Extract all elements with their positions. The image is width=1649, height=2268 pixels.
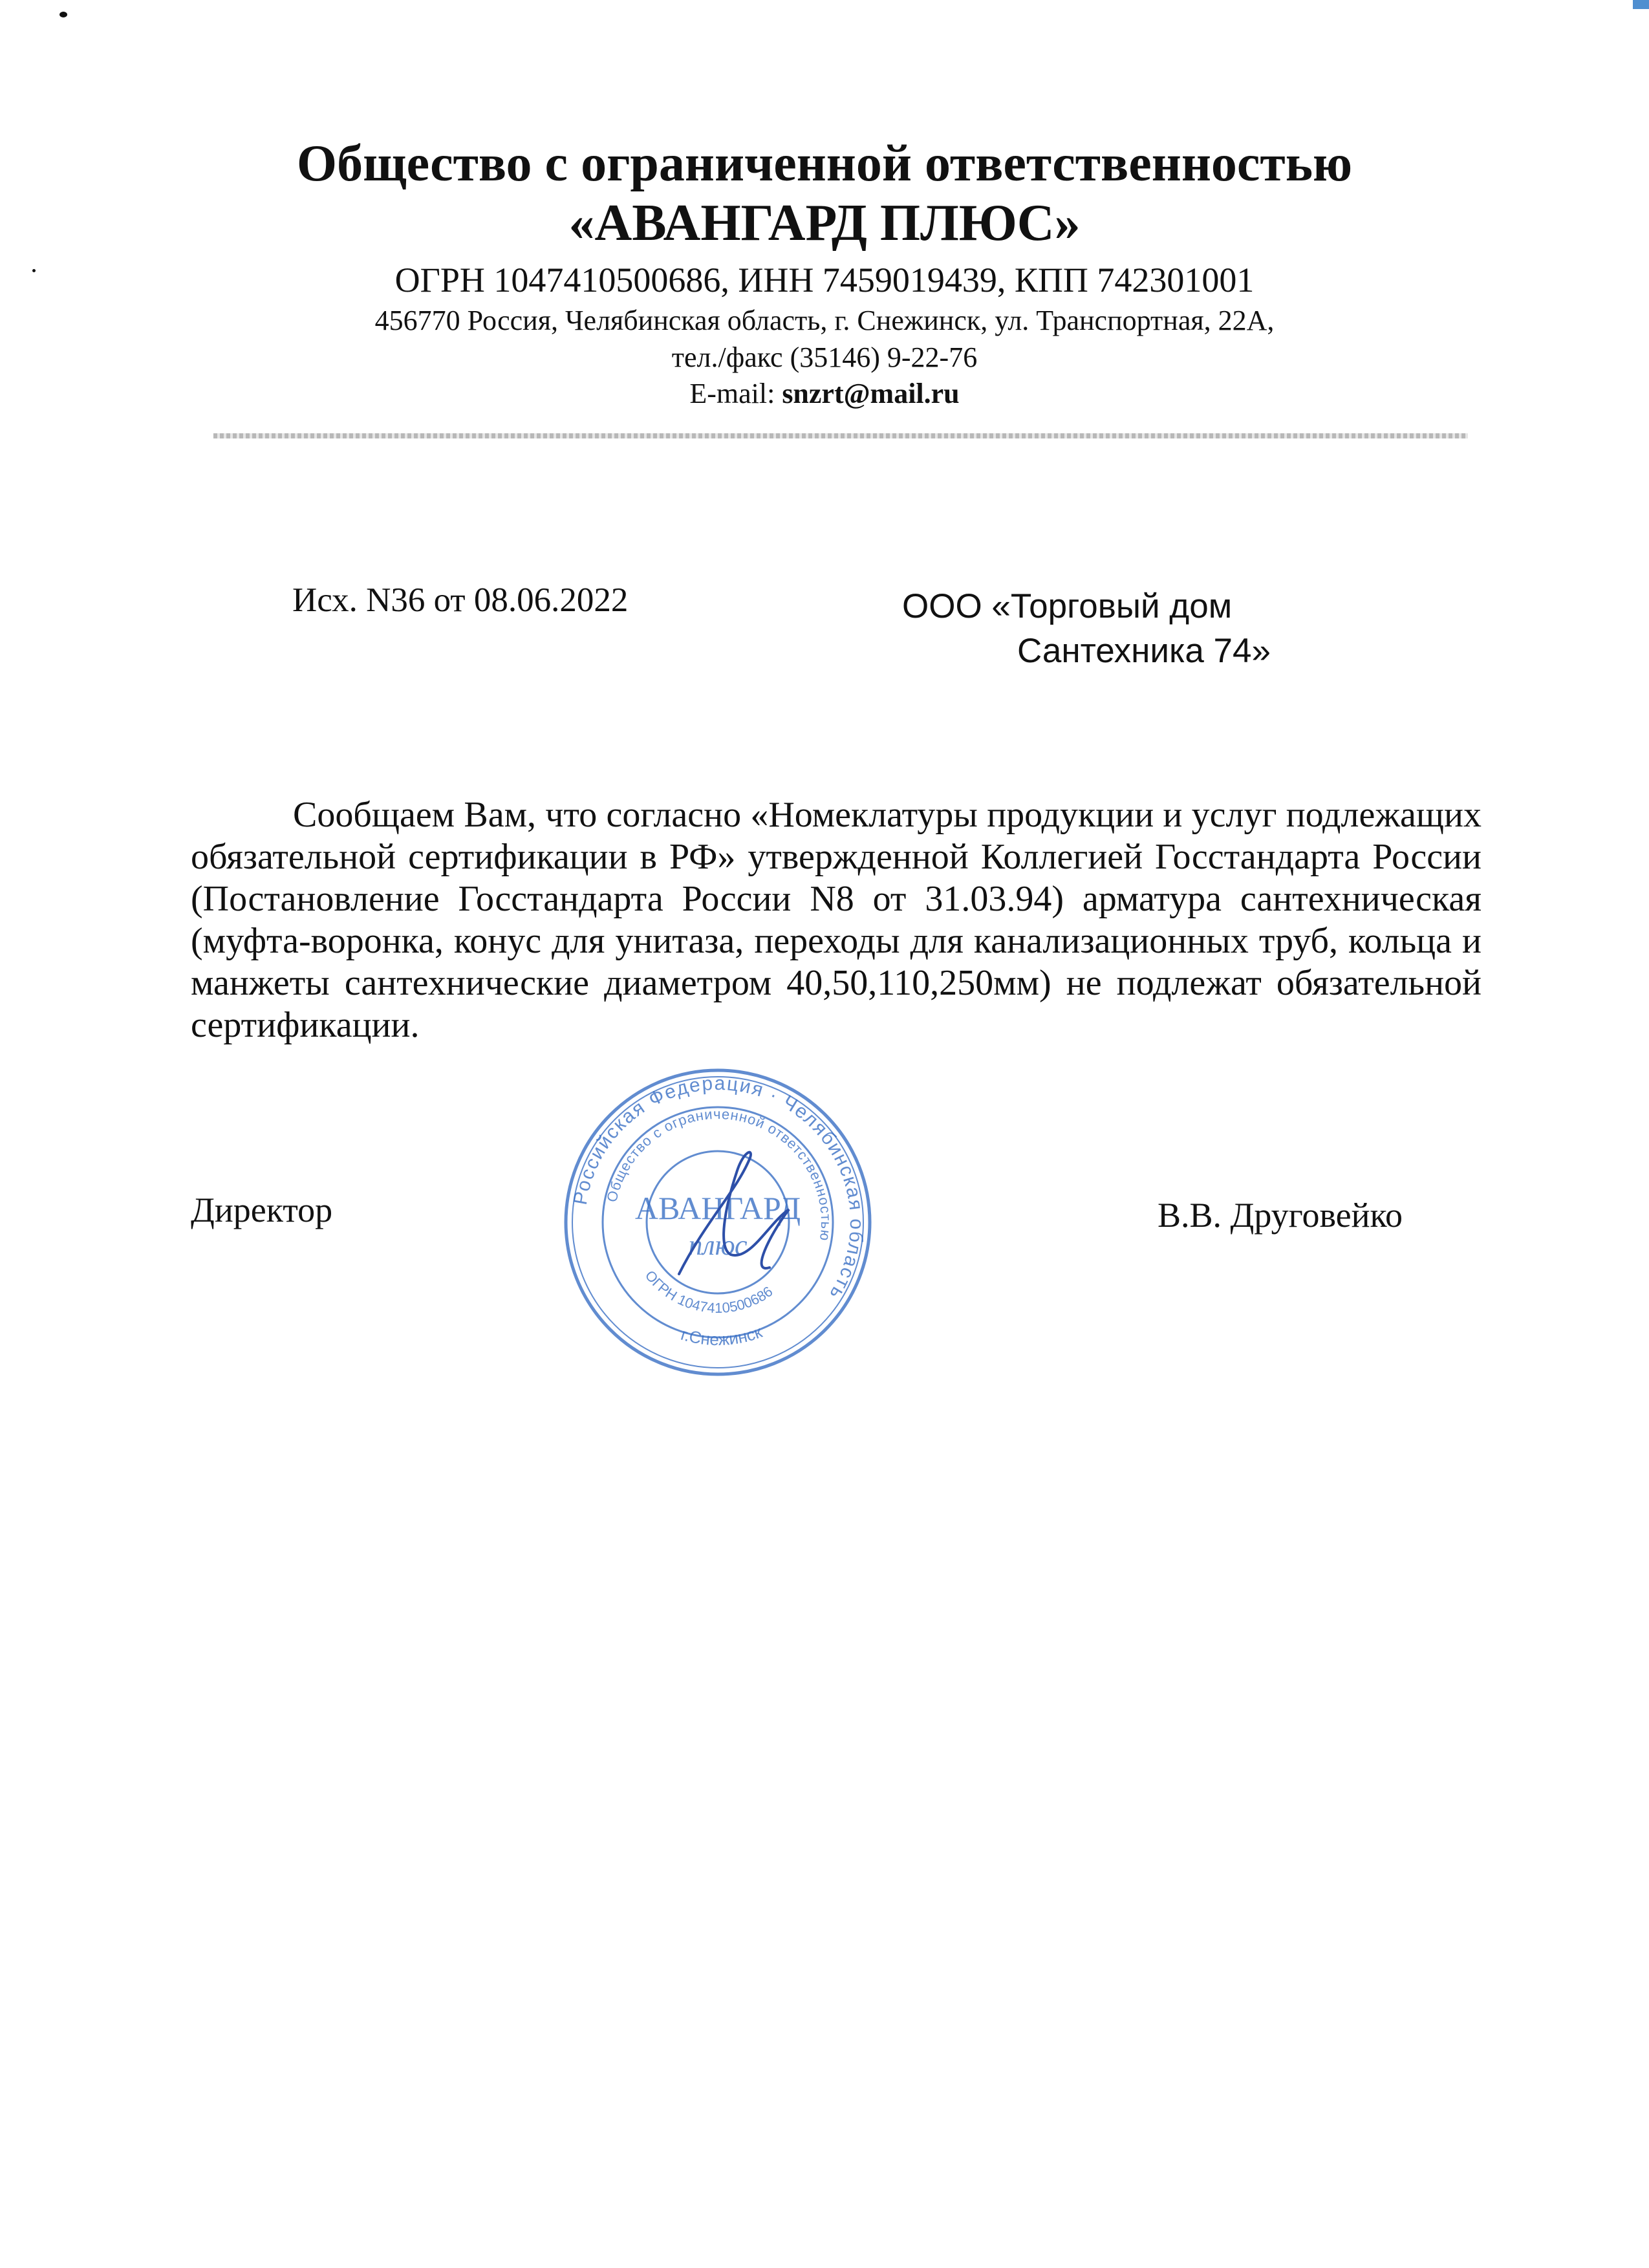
org-email [0,377,1649,410]
signer-title: Директор [191,1191,333,1229]
addressee-line-2: Сантехника 74» [1017,631,1271,670]
addressee [902,585,1271,674]
corner-mark [1633,0,1649,9]
org-name: «АВАНГАРД ПЛЮС» [568,195,1081,252]
letterhead-divider [213,433,1468,438]
svg-text:г.Снежинск [679,1322,765,1349]
email-value: snzrt@mail.ru [782,378,960,409]
stamp-outer-text: Российская Федерация · Челябинская область [569,1072,868,1304]
org-type: Общество с ограниченной ответственностью [296,135,1353,192]
email-label: E-mail: [689,378,782,409]
org-requisites: ОГРН 1047410500686, ИНН 7459019439, КПП 742301001 [394,261,1255,299]
addressee-line-1: ООО «Торговый дом [902,587,1233,625]
svg-text:ОГРН 1047410500686 [642,1268,776,1316]
signer-name: В.В. Друговейко [1158,1196,1403,1235]
org-phone: тел./факс (35146) 9-22-76 [671,341,978,373]
outgoing-reference: Исх. N36 от 08.06.2022 [292,581,629,619]
org-address: 456770 Россия, Челябинская область, г. Снежинск, ул. Транспортная, 22А, [374,305,1275,336]
stamp-center-line-2: плюс [688,1229,748,1261]
stamp-ogrn: ОГРН 1047410500686 [641,1267,776,1317]
stamp-inner-text: Общество с ограниченной ответственностью [603,1105,835,1242]
stamp-center-line-1: АВАНГАРД [634,1190,801,1226]
company-stamp [556,1061,879,1384]
scan-speck [59,12,67,17]
stamp-city: г.Снежинск [678,1322,765,1350]
letter-body [191,794,1482,1046]
body-paragraph: Сообщаем Вам, что согласно «Номеклатуры продукции и услуг подлежащих обязательной сертификации в РФ» утвержденной Коллегией Госстандарта России (Постановление Госстандарта России N8 от 31.03.94) арматура сантехническая (муфта-воронка, конус для унитаза, переходы для канализационных труб, кольца и манжеты сантехнические диаметром 40,50,110,250мм) не подлежат обязательной сертификации. [191,795,1482,1045]
